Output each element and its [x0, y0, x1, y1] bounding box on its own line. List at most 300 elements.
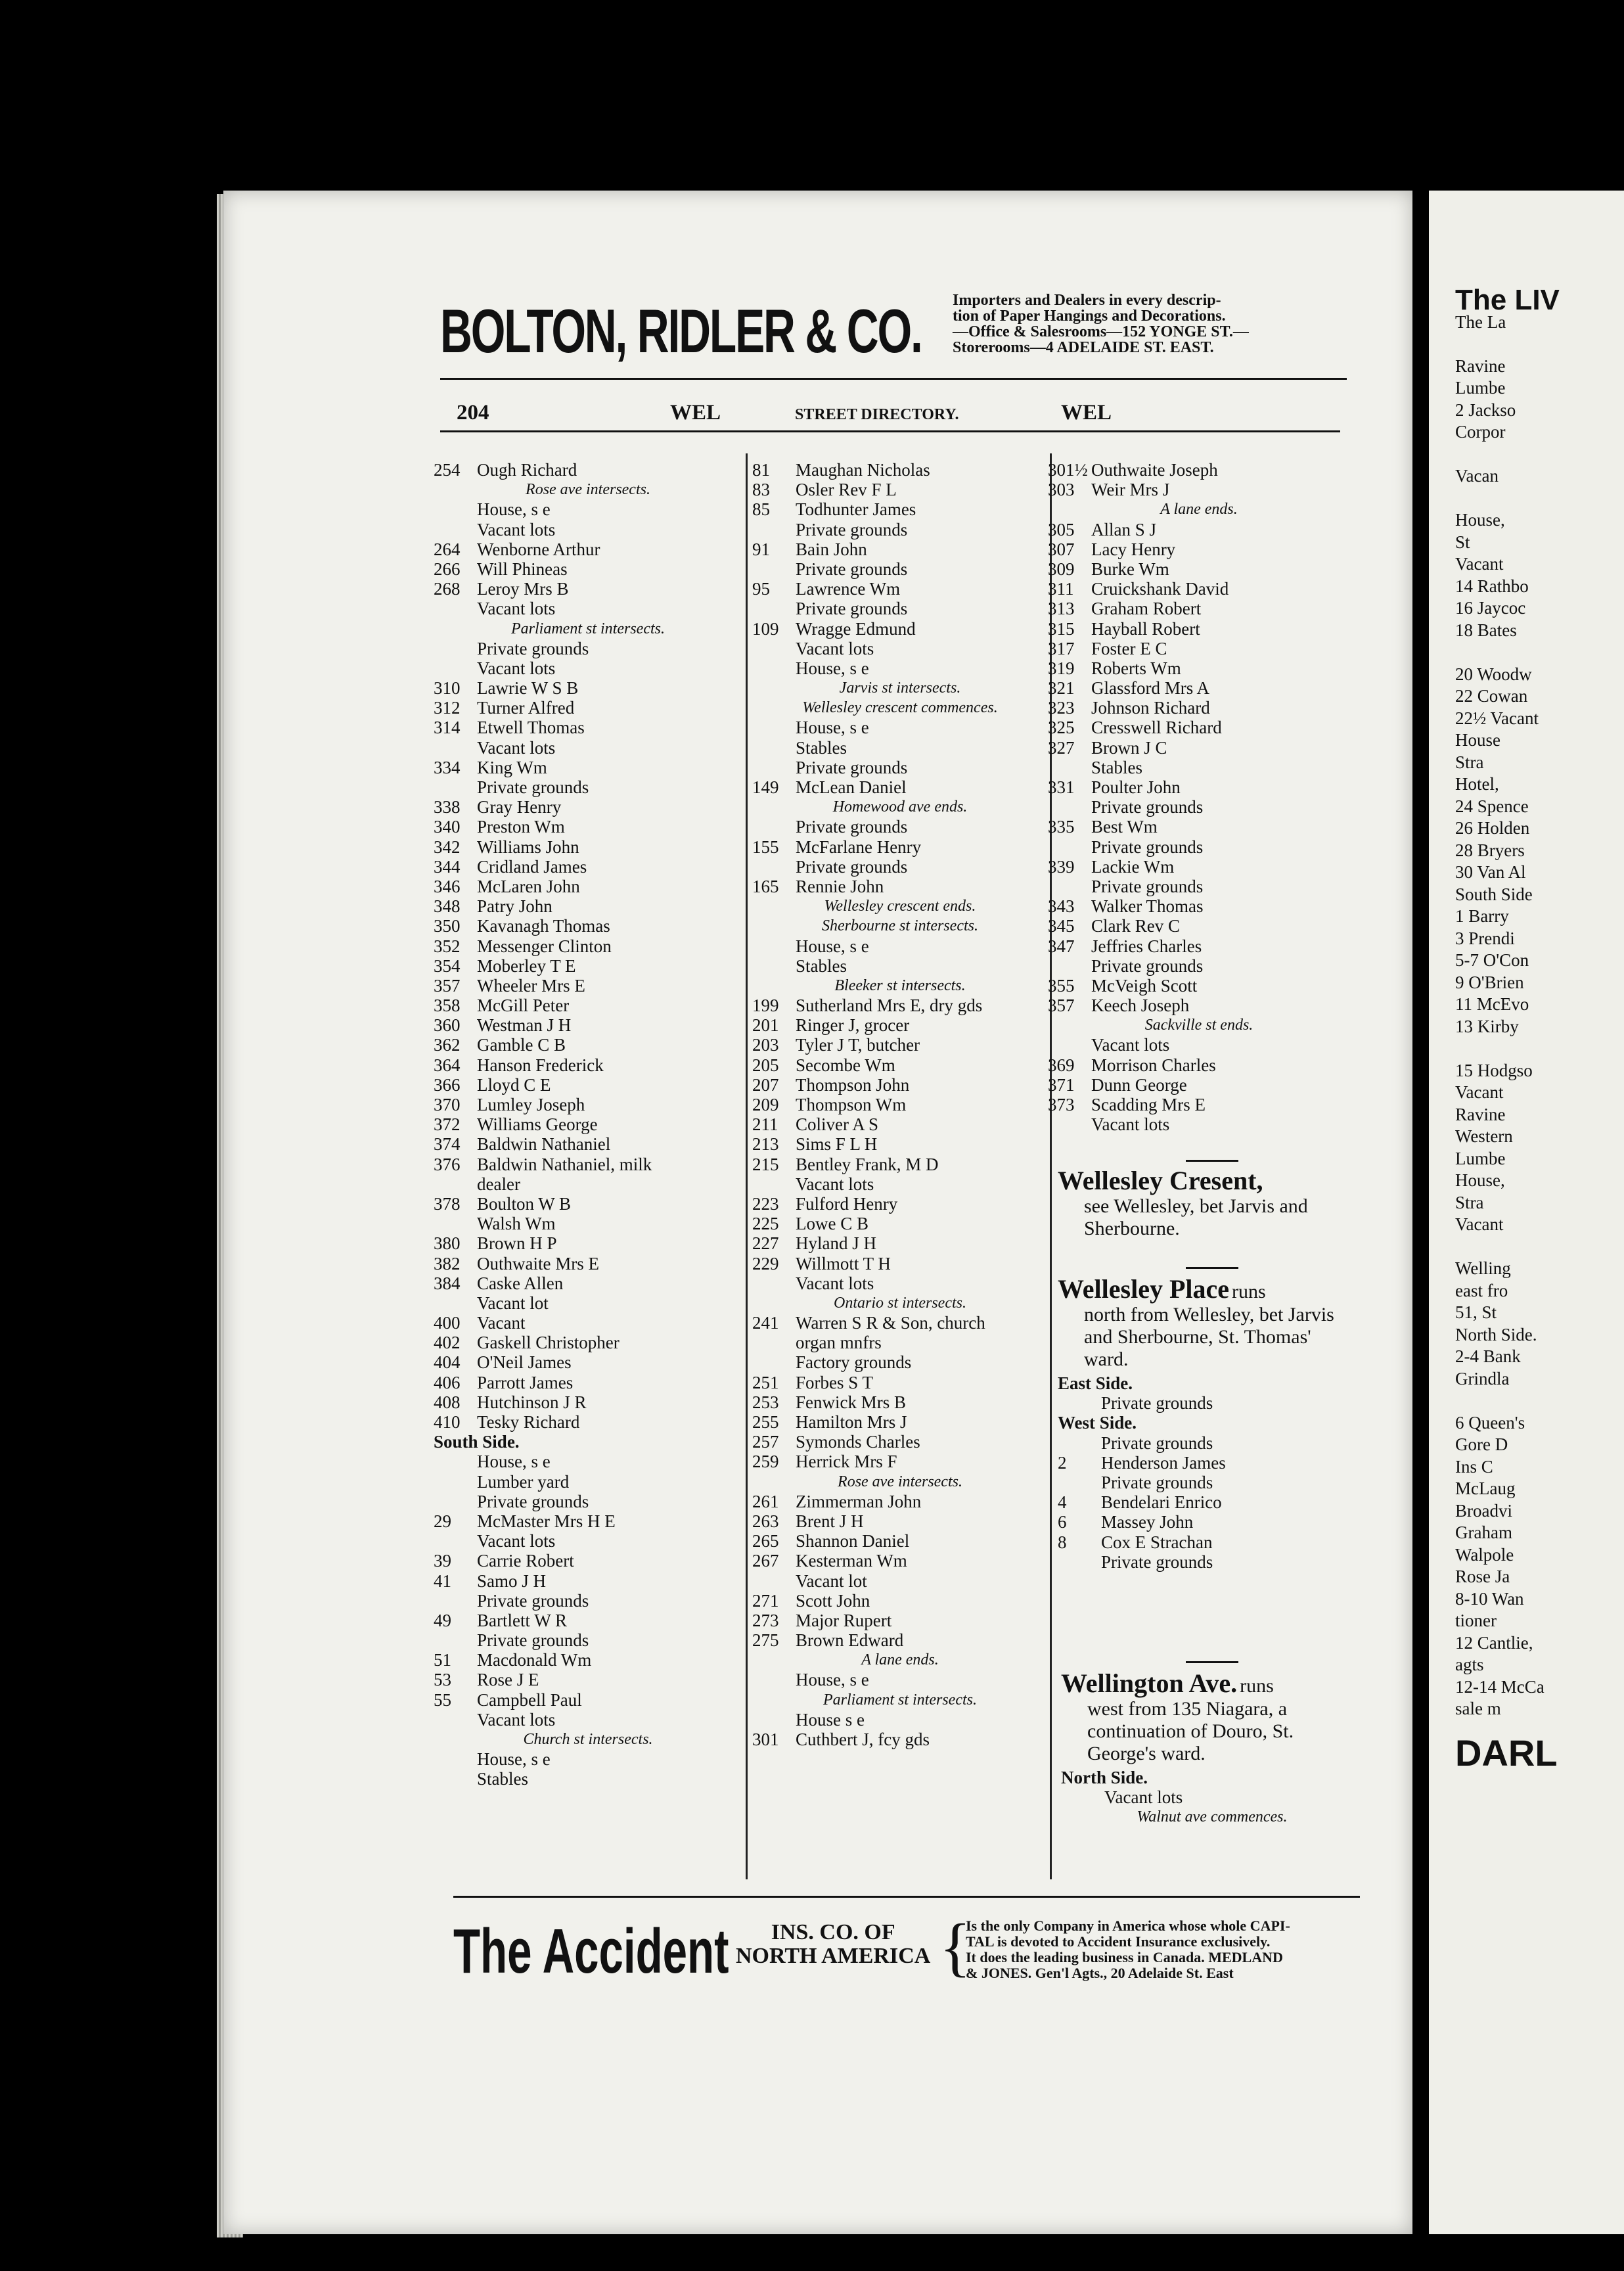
facing-page-line: Welling	[1455, 1258, 1511, 1278]
directory-entry	[752, 758, 1048, 777]
directory-entry	[434, 956, 742, 976]
resident-name: organ mnfrs	[796, 1333, 882, 1353]
resident-name: Stables	[1091, 757, 1142, 777]
resident-name: Osler Rev F L	[796, 480, 897, 500]
resident-name: Vacant lots	[477, 519, 556, 539]
resident-name: Hanson Frederick	[477, 1055, 604, 1075]
directory-entry	[1048, 817, 1350, 837]
house-number: 41	[434, 1571, 451, 1591]
directory-entry	[1058, 1552, 1360, 1572]
resident-name: Messenger Clinton	[477, 936, 612, 956]
directory-entry	[434, 698, 742, 718]
house-number: 310	[434, 678, 461, 699]
resident-name: McMaster Mrs H E	[477, 1511, 616, 1531]
directory-entry	[434, 976, 742, 996]
resident-name: Private grounds	[796, 757, 908, 777]
resident-name: Rennie John	[796, 876, 884, 896]
house-number: 83	[752, 480, 770, 500]
directory-entry	[1058, 1492, 1360, 1512]
directory-entry	[434, 1333, 742, 1352]
intersection-note: Rose ave intersects.	[838, 1473, 962, 1490]
house-number: 406	[434, 1372, 461, 1392]
directory-entry	[434, 1233, 742, 1253]
facing-page-line: Ravine	[1455, 356, 1506, 376]
resident-name: House s e	[796, 1709, 865, 1730]
facing-page-line: 51, St	[1455, 1302, 1497, 1322]
directory-entry	[434, 837, 742, 857]
footer-line: It does the leading business in Canada. MEDLAND	[966, 1949, 1283, 1965]
header-left: WEL	[670, 401, 721, 424]
directory-entry	[752, 857, 1048, 877]
side-heading: North Side.	[1061, 1768, 1148, 1787]
house-number: 408	[434, 1392, 461, 1412]
facing-page-line: Hotel,	[1455, 774, 1499, 794]
street-runs: runs	[1240, 1675, 1274, 1697]
house-number: 201	[752, 1015, 779, 1036]
street-heading: Wellesley Cresent,	[1058, 1166, 1263, 1195]
directory-entry	[434, 1352, 742, 1372]
house-number: 301	[752, 1730, 779, 1749]
footer-company-line: INS. CO. OF	[771, 1920, 895, 1944]
resident-name: Private grounds	[477, 1590, 589, 1611]
resident-name: Cox E Strachan	[1101, 1532, 1213, 1552]
house-number: 317	[1048, 638, 1075, 658]
house-number: 311	[1048, 579, 1074, 599]
resident-name: Keech Joseph	[1091, 996, 1190, 1016]
directory-entry	[434, 1155, 742, 1174]
directory-entry	[1058, 1532, 1360, 1552]
directory-entry	[1048, 797, 1350, 817]
facing-page-line: agts	[1455, 1655, 1484, 1674]
directory-column-2	[752, 460, 1048, 1749]
directory-entry	[434, 1531, 742, 1551]
resident-name: Shannon Daniel	[796, 1531, 910, 1551]
house-number: 29	[434, 1511, 451, 1531]
resident-name: Preston Wm	[477, 817, 565, 837]
wellington-ave-section	[1061, 1669, 1363, 1827]
directory-entry	[752, 1412, 1048, 1432]
resident-name: Massey John	[1101, 1512, 1194, 1532]
facing-page-line	[1455, 1390, 1560, 1412]
house-number: 371	[1048, 1074, 1075, 1095]
side-heading: West Side.	[1058, 1413, 1137, 1433]
resident-name: McVeigh Scott	[1091, 975, 1198, 996]
resident-name: Private grounds	[477, 638, 589, 658]
resident-name: Bendelari Enrico	[1101, 1492, 1222, 1513]
house-number: 378	[434, 1193, 461, 1214]
resident-name: Scott John	[796, 1590, 870, 1611]
house-number: 95	[752, 579, 770, 599]
resident-name: Stables	[477, 1769, 528, 1789]
directory-entry	[752, 1531, 1048, 1551]
resident-name: Clark Rev C	[1091, 916, 1180, 936]
house-number: 273	[752, 1610, 779, 1630]
directory-entry	[752, 1114, 1048, 1134]
resident-name: O'Neil James	[477, 1352, 572, 1373]
directory-entry	[752, 619, 1048, 639]
resident-name: Rose J E	[477, 1670, 539, 1690]
house-number: 265	[752, 1531, 779, 1551]
house-number: 346	[434, 876, 461, 896]
house-number: 259	[752, 1452, 779, 1472]
house-number: 4	[1058, 1492, 1067, 1513]
house-number: 355	[1048, 975, 1075, 996]
directory-entry	[752, 1055, 1048, 1075]
resident-name: Private grounds	[796, 856, 908, 877]
facing-page-line: Lumbe	[1455, 1148, 1506, 1168]
resident-name: Walker Thomas	[1091, 896, 1204, 917]
directory-entry	[752, 1730, 1048, 1749]
intersection-note: Homewood ave ends.	[832, 798, 968, 816]
directory-entry	[434, 499, 742, 519]
house-number: 374	[434, 1134, 461, 1155]
resident-name: Vacant lots	[477, 599, 556, 619]
resident-name: Vacant lots	[1091, 1114, 1170, 1135]
house-number: 227	[752, 1233, 779, 1254]
directory-entry	[1048, 480, 1350, 499]
intersection-note: Parliament st intersects.	[823, 1691, 977, 1709]
house-number: 209	[752, 1095, 779, 1114]
side-heading: East Side.	[1058, 1373, 1133, 1393]
resident-name: Lacy Henry	[1091, 539, 1176, 559]
resident-name: Brent J H	[796, 1511, 864, 1531]
section-rule	[1186, 1267, 1238, 1269]
resident-name: McFarlane Henry	[796, 837, 922, 857]
resident-name: Cresswell Richard	[1091, 718, 1222, 738]
directory-entry	[752, 1670, 1048, 1689]
intersection-note: Wellesley crescent ends.	[824, 898, 976, 915]
directory-entry	[752, 1233, 1048, 1253]
directory-entry	[434, 718, 742, 737]
resident-name: Williams George	[477, 1114, 598, 1135]
directory-entry	[434, 777, 742, 797]
intersection-note: Wellesley crescent commences.	[802, 699, 998, 717]
directory-entry	[1048, 559, 1350, 579]
directory-entry	[434, 996, 742, 1015]
resident-name: House, s e	[477, 1749, 551, 1770]
directory-entry	[434, 1134, 742, 1154]
resident-name: Warren S R & Son, church	[796, 1313, 985, 1333]
directory-entry	[434, 1313, 742, 1333]
banner-line: tion of Paper Hangings and Decorations.	[953, 308, 1226, 325]
house-number: 372	[434, 1114, 461, 1135]
facing-page-line: House,	[1455, 1170, 1505, 1190]
directory-entry	[434, 817, 742, 837]
directory-entry	[1058, 1433, 1360, 1453]
facing-page-line: Stra	[1455, 752, 1484, 772]
resident-name: Patry John	[477, 896, 553, 917]
house-number: 91	[752, 539, 770, 559]
resident-name: Burke Wm	[1091, 559, 1169, 579]
directory-entry	[434, 539, 742, 559]
directory-entry	[752, 559, 1048, 579]
directory-entry	[752, 1015, 1048, 1035]
side-heading: South Side.	[434, 1432, 520, 1452]
directory-entry	[434, 936, 742, 956]
resident-name: House, s e	[796, 936, 869, 956]
resident-name: Kavanagh Thomas	[477, 916, 610, 936]
resident-name: Zimmerman John	[796, 1491, 922, 1511]
resident-name: Gamble C B	[477, 1035, 566, 1055]
house-number: 211	[752, 1114, 778, 1135]
resident-name: Hutchinson J R	[477, 1392, 587, 1412]
resident-name: Ough Richard	[477, 460, 577, 480]
directory-entry	[434, 1035, 742, 1055]
house-number: 51	[434, 1650, 451, 1670]
resident-name: Kesterman Wm	[796, 1551, 907, 1571]
directory-entry	[434, 1214, 742, 1233]
house-number: 350	[434, 916, 461, 936]
directory-entry	[434, 460, 742, 480]
facing-page-line: Gore D	[1455, 1434, 1508, 1454]
facing-page-line: 20 Woodw	[1455, 664, 1532, 684]
directory-entry	[434, 639, 742, 658]
house-number: 39	[434, 1551, 451, 1571]
facing-page-line	[1455, 444, 1560, 466]
house-number: 400	[434, 1313, 461, 1333]
directory-entry	[1058, 1473, 1360, 1492]
facing-page-line: east fro	[1455, 1280, 1508, 1300]
directory-entry	[434, 1690, 742, 1710]
directory-entry	[752, 1630, 1048, 1650]
directory-entry	[752, 639, 1048, 658]
house-number: 402	[434, 1333, 461, 1353]
resident-name: House, s e	[796, 658, 869, 678]
house-number: 327	[1048, 737, 1075, 758]
resident-name: Vacant lot	[477, 1293, 549, 1313]
resident-name: Symonds Charles	[796, 1432, 920, 1452]
house-number: 2	[1058, 1452, 1067, 1473]
house-number: 109	[752, 618, 779, 639]
facing-page-line: 1 Barry	[1455, 906, 1509, 926]
directory-entry	[1048, 877, 1350, 896]
house-number: 334	[434, 757, 461, 777]
resident-name: Vacant lots	[796, 1174, 874, 1194]
house-number: 358	[434, 996, 461, 1016]
facing-page-line: Ravine	[1455, 1104, 1506, 1124]
resident-name: Tesky Richard	[477, 1412, 580, 1432]
directory-entry	[752, 579, 1048, 599]
resident-name: Coliver A S	[796, 1114, 879, 1135]
intersection-note: A lane ends.	[861, 1651, 939, 1669]
banner-line: —Office & Salesrooms—152 YONGE ST.—	[953, 323, 1249, 340]
resident-name: Wragge Edmund	[796, 618, 916, 639]
banner-rule	[440, 378, 1347, 380]
resident-name: House, s e	[796, 1670, 869, 1690]
resident-name: Private grounds	[1101, 1551, 1213, 1572]
facing-page-line	[1455, 488, 1560, 510]
directory-entry	[1048, 1035, 1350, 1055]
directory-entry	[752, 1214, 1048, 1233]
directory-entry	[1048, 1095, 1350, 1114]
house-number: 49	[434, 1610, 451, 1630]
resident-name: Sims F L H	[796, 1134, 878, 1155]
directory-entry	[752, 658, 1048, 678]
directory-entry	[752, 1035, 1048, 1055]
resident-name: Cridland James	[477, 856, 587, 877]
directory-entry	[752, 996, 1048, 1015]
resident-name: Todhunter James	[796, 499, 916, 520]
house-number: 305	[1048, 519, 1075, 539]
house-number: 354	[434, 955, 461, 976]
facing-page-line: Vacant	[1455, 1082, 1504, 1102]
directory-entry	[1048, 658, 1350, 678]
facing-page-line: 3 Prendi	[1455, 928, 1515, 948]
directory-entry	[1048, 460, 1350, 480]
resident-name: Caske Allen	[477, 1273, 564, 1293]
directory-entry	[434, 1095, 742, 1114]
directory-entry	[434, 797, 742, 817]
directory-entry	[434, 1452, 742, 1471]
house-number: 149	[752, 777, 779, 797]
resident-name: Maughan Nicholas	[796, 460, 930, 480]
section-rule	[1186, 1661, 1238, 1663]
house-number: 343	[1048, 896, 1075, 917]
directory-entry	[434, 1273, 742, 1293]
directory-entry	[1048, 996, 1350, 1015]
directory-entry	[434, 1194, 742, 1214]
resident-name: Thompson Wm	[796, 1095, 907, 1114]
house-number: 331	[1048, 777, 1075, 797]
resident-name: Private grounds	[1091, 797, 1204, 817]
directory-entry	[1058, 1393, 1360, 1413]
directory-entry	[434, 1174, 742, 1194]
facing-page-line: 5-7 O'Con	[1455, 950, 1529, 970]
directory-entry	[752, 1273, 1048, 1293]
directory-entry	[752, 738, 1048, 758]
directory-entry	[1048, 936, 1350, 956]
wellesley-place-section	[1058, 1275, 1360, 1572]
resident-name: Major Rupert	[796, 1610, 892, 1630]
resident-name: Wenborne Arthur	[477, 539, 600, 559]
house-number: 241	[752, 1313, 779, 1333]
banner-title: BOLTON, RIDLER & CO.	[440, 296, 922, 365]
resident-name: Cuthbert J, fcy gds	[796, 1730, 930, 1749]
facing-page-line: Vacant	[1455, 1214, 1504, 1234]
directory-entry	[434, 1293, 742, 1313]
resident-name: Forbes S T	[796, 1372, 874, 1392]
facing-page-line: 14 Rathbo	[1455, 576, 1529, 596]
directory-entry	[752, 1313, 1048, 1333]
house-number: 315	[1048, 618, 1075, 639]
facing-page-line: Grindla	[1455, 1368, 1510, 1388]
footer-rule	[453, 1896, 1360, 1898]
directory-entry	[434, 1710, 742, 1730]
resident-name: Bartlett W R	[477, 1610, 567, 1630]
resident-name: Macdonald Wm	[477, 1650, 592, 1670]
resident-name: Outhwaite Mrs E	[477, 1253, 599, 1273]
house-number: 275	[752, 1630, 779, 1651]
directory-entry	[434, 1630, 742, 1650]
resident-name: Leroy Mrs B	[477, 579, 569, 599]
house-number: 255	[752, 1412, 779, 1432]
directory-entry	[1048, 777, 1350, 797]
house-number: 410	[434, 1412, 461, 1432]
facing-page-line: 16 Jaycoc	[1455, 598, 1526, 618]
facing-page-line: Stra	[1455, 1192, 1484, 1212]
house-number: 340	[434, 817, 461, 837]
resident-name: Lowe C B	[796, 1214, 868, 1234]
directory-entry	[752, 936, 1048, 956]
footer-advert	[453, 1909, 1360, 1988]
resident-name: Outhwaite Joseph	[1091, 460, 1218, 480]
directory-entry	[434, 1492, 742, 1511]
resident-name: Private grounds	[477, 1491, 589, 1511]
resident-name: Etwell Thomas	[477, 718, 585, 738]
directory-entry	[1048, 520, 1350, 539]
street-description: see Wellesley, bet Jarvis and Sherbourne.	[1084, 1195, 1308, 1239]
house-number: 347	[1048, 936, 1075, 956]
house-number: 261	[752, 1491, 779, 1511]
directory-entry	[434, 1650, 742, 1670]
house-number: 251	[752, 1372, 779, 1392]
directory-entry	[434, 896, 742, 916]
directory-entry	[752, 1710, 1048, 1730]
house-number: 229	[752, 1253, 779, 1273]
directory-entry	[752, 1432, 1048, 1452]
resident-name: Moberley T E	[477, 955, 576, 976]
resident-name: Allan S J	[1091, 519, 1157, 539]
directory-entry	[434, 579, 742, 599]
house-number: 309	[1048, 559, 1075, 579]
intersection-note: Ontario st intersects.	[834, 1294, 966, 1312]
house-number: 323	[1048, 698, 1075, 718]
house-number: 312	[434, 698, 461, 718]
resident-name: Ringer J, grocer	[796, 1015, 910, 1036]
resident-name: Private grounds	[1091, 955, 1204, 976]
directory-entry	[434, 1472, 742, 1492]
directory-entry	[1048, 718, 1350, 737]
directory-entry	[1058, 1453, 1360, 1473]
house-number: 271	[752, 1590, 779, 1611]
facing-page-line: 26 Holden	[1455, 818, 1530, 838]
footer-line: TAL is devoted to Accident Insurance exclusively.	[966, 1933, 1271, 1950]
house-number: 268	[434, 579, 461, 599]
resident-name: House, s e	[477, 1452, 551, 1472]
header-right: WEL	[1061, 401, 1112, 424]
house-number: 321	[1048, 678, 1075, 699]
resident-name: Vacant lots	[477, 658, 556, 678]
facing-page-line: Western	[1455, 1126, 1513, 1146]
resident-name: Weir Mrs J	[1091, 480, 1170, 500]
resident-name: Hyland J H	[796, 1233, 876, 1254]
house-number: 307	[1048, 539, 1075, 559]
intersection-note: Rose ave intersects.	[526, 481, 650, 499]
directory-entry	[1048, 857, 1350, 877]
house-number: 344	[434, 856, 461, 877]
resident-name: Vacant	[477, 1313, 526, 1333]
directory-entry	[434, 877, 742, 896]
resident-name: Baldwin Nathaniel	[477, 1134, 611, 1155]
resident-name: Private grounds	[1091, 837, 1204, 857]
directory-entry	[1048, 976, 1350, 996]
resident-name: Private grounds	[477, 1630, 589, 1651]
resident-name: King Wm	[477, 757, 547, 777]
resident-name: Sutherland Mrs E, dry gds	[796, 996, 983, 1016]
facing-page-line: 12 Cantlie,	[1455, 1632, 1533, 1653]
resident-name: dealer	[477, 1174, 520, 1194]
facing-page-line: House	[1455, 730, 1500, 750]
house-number: 263	[752, 1511, 779, 1531]
resident-name: Johnson Richard	[1091, 698, 1210, 718]
facing-page-line: Broadvi	[1455, 1500, 1512, 1521]
wellesley-crescent-section	[1058, 1166, 1360, 1240]
directory-entry	[752, 520, 1048, 539]
directory-entry	[434, 599, 742, 618]
facing-page-text	[1455, 284, 1560, 1774]
resident-name: Scadding Mrs E	[1091, 1095, 1206, 1114]
resident-name: McLean Daniel	[796, 777, 907, 797]
